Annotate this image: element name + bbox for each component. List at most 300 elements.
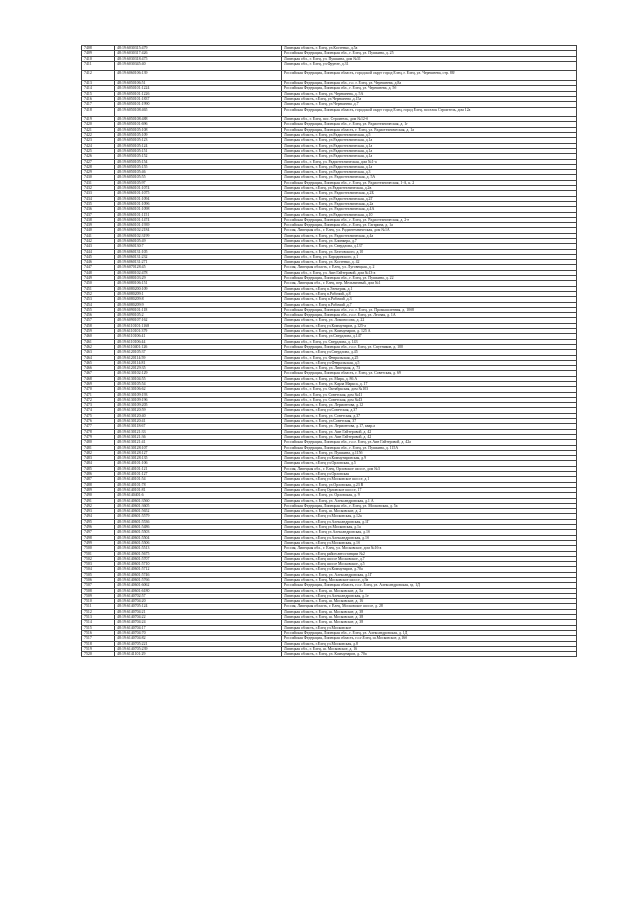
address-cell: Липецкая область, г. Елец, ул.Радиотехническая, д.3 [282,170,577,175]
cadastral-number-cell: 48:19:6130120:41 [115,419,282,424]
address-cell: Липецкая область, г. Елец, ш. Московское, д. 5а [282,588,577,593]
address-cell: Липецкая область, г. Елец п.Рабочий ,д.7 [282,302,577,307]
row-number-cell: 7456 [82,313,115,318]
address-cell: Липецкая область, г. Елец, ул. Пушкина, д.115б [282,450,577,455]
row-number-cell: 7515 [82,625,115,630]
row-number-cell: 7476 [82,419,115,424]
row-number-cell: 7475 [82,413,115,418]
row-number-cell: 7485 [82,466,115,471]
row-number-cell: 7451 [82,286,115,291]
row-number-cell: 7411 [82,61,115,71]
cadastral-number-cell: 48:19:6060131:271 [115,260,282,265]
address-cell: Липецкая область, г. Елец, ул. Липецкая, д. 73 [282,366,577,371]
address-cell: Липецкая область, г. Елец, ул.Костенко, д.5а [282,46,577,51]
address-cell: Липецкая обл., г. Елец, ул. Радиотехническая, дом №1-а [282,159,577,164]
cadastral-number-cell: 48:19:6130104:55 [115,376,282,381]
address-cell: Липецкая обл., г. Елец, ул. Аин Гайтеровой, дом №13-а [282,270,577,275]
row-number-cell: 7501 [82,551,115,556]
address-cell: Липецкая область, г.Елец п.Электрик, д.1 [282,286,577,291]
address-cell: Липецкая область, г. Елец, ул.Радиотехническая, д.10 [282,212,577,217]
cadastral-number-cell: 48:19:6130105:54 [115,382,282,387]
row-number-cell: 7484 [82,461,115,466]
row-number-cell: 7441 [82,233,115,238]
address-cell: Россия, Липецкая обл., г. Елец, пер. Мельничный, дом №1 [282,281,577,286]
address-cell: Липецкая область, г. Елец, ул. Орловская, д. 9 [282,493,577,498]
address-cell: Россия, Липецкая обл., г. Елец, ул. Радиотехническая, дом №1А [282,228,577,233]
address-cell: Липецкая область, г.Елец ул.Коммунаровская, д.9 [282,456,577,461]
address-cell: Россия, Липецкая область, г. Елец, ул. Луговецкая, д. 2 [282,265,577,270]
address-cell: Российская Федерация, Липецкая обл., г. Елец, ул. Радиотехническая, д. 2-е [282,217,577,222]
row-number-cell: 7453 [82,297,115,302]
cadastral-number-cell: 48:19:6060101:1075 [115,191,282,196]
cadastral-number-cell: 48:19:6050101:1837 [115,96,282,101]
cadastral-number-cell: 48:19:6080102:478 [115,270,282,275]
row-number-cell: 7452 [82,291,115,296]
cadastral-number-cell: 48:19:6090105:2 [115,313,282,318]
cadastral-number-cell: 48:19:6050106:51 [115,81,282,86]
table-row [82,71,577,81]
cadastral-number-cell: 48:19:6140704:82 [115,636,282,641]
row-number-cell: 7519 [82,646,115,651]
cadastral-number-cell: 48:19:6120114:81 [115,360,282,365]
cadastral-number-cell: 48:19:6130121:36 [115,434,282,439]
cadastral-number-cell: 48:19:6140101:106 [115,461,282,466]
row-number-cell: 7446 [82,260,115,265]
row-number-cell: 7432 [82,186,115,191]
cadastral-number-cell: 48:19:6130102:129 [115,371,282,376]
row-number-cell: 7473 [82,403,115,408]
address-cell: Российская Федерация, Липецкая обл., г. Елец, ул. Александровская, д. 1Д [282,630,577,635]
address-cell: Российская Федерация, Липецкая обл., г. Елец, ул. Радиотехническая, 1-А, к. 2 [282,180,577,185]
row-number-cell: 7513 [82,615,115,620]
cadastral-number-cell: 48:19:6070128:45 [115,265,282,270]
address-cell: Российская Федерация, Липецкая обл., г. Елец, ул. Гагарина, д. 1а [282,223,577,228]
row-number-cell: 7409 [82,51,115,56]
row-number-cell: 7467 [82,371,115,376]
address-cell: Липецкая область, г. Елец, ул. Аин Гайтеровой, д. 42 [282,429,577,434]
address-cell: Российская Федерация, Липецкая область, г. Елец, ул. Советская, д. 69 [282,371,577,376]
row-number-cell: 7443 [82,244,115,249]
address-cell: Липецкая область, г. Елец, ул.Радиотехническая, д.1а [282,148,577,153]
address-cell: Липецкая область, г.Елец ул.Орловская, д.5 [282,461,577,466]
address-cell: Липецкая область, г. Елец, ул.Свердлова, д.147 [282,334,577,339]
row-number-cell: 7464 [82,355,115,360]
address-cell: Российская Федерация, Липецкая обл., г. Елец, ул. Пушкина, д. 25 [282,51,577,56]
address-cell: Липецкая область, г. Елец, ул. Коммунаров, д. 70а [282,652,577,657]
row-number-cell: 7457 [82,318,115,323]
row-number-cell: 7412 [82,71,115,81]
cadastral-number-cell: 48:19:6140601:5712 [115,567,282,572]
address-cell: Липецкая область, г. Елец, ш. Московское, д. 2 [282,509,577,514]
cadastral-number-cell: 48:19:6140601:5579 [115,514,282,519]
cadastral-number-cell: 48:19:6060131:105 [115,249,282,254]
cadastral-number-cell: 48:19:6140601:5675 [115,551,282,556]
row-number-cell: 7461 [82,339,115,344]
cadastral-number-cell: 48:19:6140702:57 [115,593,282,598]
cadastral-number-cell: 48:19:6050105:151 [115,148,282,153]
cadastral-number-cell: 48:19:6060101:1939 [115,223,282,228]
address-cell: Липецкая область, г. Елец, ул.Радиотехническая, д.2Г [282,196,577,201]
address-cell: Липецкая область, г. Елец, ул. Карла Маркса, д. 17 [282,382,577,387]
cadastral-number-cell: 48:19:6060130:7 [115,244,282,249]
address-cell: Липецкая область, г. Елец, ул. Лермонтова, д.17, квар.а [282,424,577,429]
cadastral-number-cell: 48:19:6130109:193 [115,392,282,397]
row-number-cell: 7421 [82,127,115,132]
row-number-cell: 7470 [82,387,115,392]
address-cell: Липецкая обл., г. Елец, ул.Фрунзе, д.31 [282,61,577,71]
address-cell: Липецкая область, г.Елец, ул.Радиотехническая, д.2в [282,186,577,191]
row-number-cell: 7468 [82,376,115,381]
cadastral-number-cell: 48:19:6050105:124 [115,143,282,148]
address-cell: Липецкая область, г. Елец, ул.Радиотехническая, д.1а [282,138,577,143]
cadastral-number-cell: 48:19:6140101:54 [115,477,282,482]
cadastral-number-cell: 48:19:6130106:62 [115,387,282,392]
cadastral-number-cell: 48:19:6050105:109 [115,133,282,138]
cadastral-number-cell: 48:19:6050105:123 [115,138,282,143]
row-number-cell: 7424 [82,143,115,148]
address-cell: Липецкая область, г. Елец, ш. Московское, д. 38 [282,620,577,625]
cadastral-number-cell: 48:19:6060101:1096 [115,201,282,206]
row-number-cell: 7418 [82,107,115,117]
cadastral-number-cell: 48:19:6140601:5746 [115,572,282,577]
cadastral-number-cell: 48:19:6140601:5504 [115,535,282,540]
address-cell: Липецкая область, г. Елец, ул.Радиотехническая, д.1а [282,143,577,148]
cadastral-number-cell: 48:19:6060102:3199 [115,233,282,238]
row-number-cell: 7436 [82,207,115,212]
cadastral-number-cell: 48:19:6120114:59 [115,355,282,360]
cadastral-number-cell: 48:19:6050105:108 [115,127,282,132]
cadastral-number-cell: 48:19:6080209:1 [115,291,282,296]
cadastral-number-cell: 48:19:6130121:41 [115,440,282,445]
cadastral-number-cell: 48:19:6140704:17 [115,625,282,630]
cadastral-number-cell: 48:19:6140101:127 [115,472,282,477]
address-cell: Липецкая область, г.Елец ул.Александровская, д.1б [282,535,577,540]
row-number-cell: 7496 [82,525,115,530]
cadastral-number-cell: 48:19:6050101:1224 [115,86,282,91]
row-number-cell: 7429 [82,170,115,175]
address-registry-table [81,45,577,657]
cadastral-number-cell: 48:19:6130128:127 [115,450,282,455]
row-number-cell: 7502 [82,556,115,561]
address-cell: Липецкая область, г. Елец, ул.Радиотехническая, д.1а [282,164,577,169]
cadastral-number-cell: 48:19:6130109:205 [115,403,282,408]
cadastral-number-cell: 48:19:6110101:1168 [115,323,282,328]
address-cell: Липецкая область, г. Елец, ул. Черешнева, д. 5А [282,91,577,96]
address-cell: Липецкая область, г.Елец ул.Московское шоссе, д.1 [282,477,577,482]
address-cell: Липецкая область, г.Елец ул.Орловская [282,472,577,477]
address-cell: Россия, Липецкая область, г. Елец, Московское шоссе, д. 28 [282,604,577,609]
cadastral-number-cell: 48:19:6140601:3605 [115,503,282,508]
address-cell: Липецкая область, г.Елец ул.Московская, д.1б [282,540,577,545]
cadastral-number-cell: 48:19:6110106:41 [115,334,282,339]
cadastral-number-cell: 48:19:6140705:221 [115,641,282,646]
cadastral-number-cell: 48:19:6140601:5707 [115,556,282,561]
cadastral-number-cell: 48:19:6140601:5486 [115,525,282,530]
row-number-cell: 7510 [82,599,115,604]
cadastral-number-cell: 48:19:6140601:5536 [115,519,282,524]
row-number-cell: 7489 [82,487,115,492]
address-cell: Липецкая обл., г. Елец, ш. Московское, д. 16 [282,646,577,651]
cadastral-number-cell: 48:19:6080106:151 [115,281,282,286]
row-number-cell: 7445 [82,254,115,259]
row-number-cell: 7514 [82,620,115,625]
cadastral-number-cell: 48:19:6140601:5513 [115,546,282,551]
address-cell: Липецкая область, г.Елец, ул.Черешнева ,д.15а [282,96,577,101]
address-cell: Липецкая область, г. Елец, ул. Коммунаров, д. 125 А [282,329,577,334]
row-number-cell: 7428 [82,164,115,169]
row-number-cell: 7520 [82,652,115,657]
address-cell: Липецкая область, г.Елец ул.Коммунаров, д.125-а [282,323,577,328]
address-cell: Липецкая область, г. Елец, ул. Блинкера, д.7 [282,238,577,243]
row-number-cell: 7431 [82,180,115,185]
row-number-cell: 7433 [82,191,115,196]
cadastral-number-cell: 48:19:6140704:70 [115,630,282,635]
address-cell: Липецкая область, г. Елец, ул. Аин Гайтеровой, д. 42 [282,434,577,439]
address-cell: Российская Федерация, Липецкая обл., г. Елец, ул. Московская, д. 5а [282,503,577,508]
row-number-cell: 7465 [82,360,115,365]
cadastral-number-cell: 48:19:6050101:696 [115,122,282,127]
address-cell: Липецкая обл., г. Елец, ул. Свердлова, д. 143 [282,339,577,344]
row-number-cell: 7435 [82,201,115,206]
cadastral-number-cell: 48:19:6030317:426 [115,51,282,56]
cadastral-number-cell: 48:19:6140704:22 [115,615,282,620]
row-number-cell: 7459 [82,329,115,334]
cadastral-number-cell: 48:19:6140601:6180 [115,588,282,593]
address-cell: Липецкая обл., г. Елец, ул. Советская, дом №43 [282,397,577,402]
address-cell: Липецкая область, г. Елец, ул.Советская, 37 [282,419,577,424]
cadastral-number-cell: 48:19:6140601:5652 [115,509,282,514]
row-number-cell: 7450 [82,281,115,286]
address-cell: Российская Федерация, Липецкая обл., г.о. г. Елец, ул. Черешнева, д.8а [282,81,577,86]
cadastral-number-cell: 48:19:6060131:232 [115,254,282,259]
cadastral-number-cell: 48:19:6130128:135 [115,456,282,461]
cadastral-number-cell: 48:19:6060101:1098 [115,207,282,212]
row-number-cell: 7434 [82,196,115,201]
row-number-cell: 7427 [82,159,115,164]
cadastral-number-cell: 48:19:6060101:1094 [115,196,282,201]
cadastral-number-cell: 48:19:6140601:5766 [115,577,282,582]
table-row [82,652,577,657]
row-number-cell: 7420 [82,122,115,127]
cadastral-number-cell: 48:19:6060101:1074 [115,186,282,191]
row-number-cell: 7463 [82,350,115,355]
cadastral-number-cell: 48:19:6140601:5710 [115,562,282,567]
address-cell: Российская Федерация, Липецкая область, г.о.г. Елец, ул. Александровская, зд. 1Д [282,583,577,588]
address-cell: Липецкая область, г. Елец, ул.Радиотехническая, д.1а [282,154,577,159]
address-cell: Липецкая область, г.Елец ул.Александровская, д.1Г [282,519,577,524]
address-cell: Липецкая обл., г. Елец, ул. Пушкина, дом №31 [282,56,577,61]
row-number-cell: 7486 [82,472,115,477]
cadastral-number-cell: 48:19:6140101:81 [115,487,282,492]
address-cell: Российская Федерация, Липецкая обл., г.о. г. Елец, ул. Промышленная, д. 10б8 [282,307,577,312]
row-number-cell: 7480 [82,440,115,445]
row-number-cell: 7444 [82,249,115,254]
address-cell: Российская Федерация, Липецкая область, г.о.г.Елец, ш.Московское, д.16б [282,636,577,641]
row-number-cell: 7506 [82,577,115,582]
address-cell: Липецкая область, г.Елец шоссе Московское, д.5 [282,562,577,567]
cadastral-number-cell: 48:19:6050105:154 [115,159,282,164]
row-number-cell: 7442 [82,238,115,243]
address-cell: Липецкая область, г. Елец, ул. Радиотехническая, д. 5А [282,175,577,180]
row-number-cell: 7499 [82,540,115,545]
row-number-cell: 7505 [82,572,115,577]
address-cell: Липецкая область, г.Елец Орловское шоссе, 17 [282,487,577,492]
address-cell: Российская Федерация, Липецкая обл., г.о.г. Елец, ул. Спутников, д. 100 [282,344,577,349]
row-number-cell: 7414 [82,86,115,91]
row-number-cell: 7481 [82,445,115,450]
cadastral-number-cell: 48:19:6130120:40 [115,413,282,418]
cadastral-number-cell: 48:19:6080209:8 [115,297,282,302]
cadastral-number-cell: 48:19:6050101:1990 [115,102,282,107]
cadastral-number-cell: 48:19:6060106:139 [115,71,282,81]
address-cell: Липецкая область, г.Елец ул.Советская, д.37 [282,408,577,413]
row-number-cell: 7477 [82,424,115,429]
address-cell: Российская Федерация, Липецкая обл., г.о.г. Елец, ул.Аин Гайтеровой, д. 42а [282,440,577,445]
row-number-cell: 7417 [82,102,115,107]
row-number-cell: 7460 [82,334,115,339]
cadastral-number-cell: 48:19:6140601:3560 [115,498,282,503]
row-number-cell: 7478 [82,429,115,434]
address-cell: Российская Федерация, Липецкая обл., г. Елец, ул. Пушкина, д. 115А [282,445,577,450]
address-cell: Липецкая область, г. Елец, ш. Московское, д. 38 [282,615,577,620]
row-number-cell: 7419 [82,117,115,122]
cadastral-number-cell: 48:19:6140705:239 [115,646,282,651]
cadastral-number-cell: 48:19:6141101:29 [115,652,282,657]
address-cell: Российская Федерация, Липецкая обл., г. Елец, ул. Пушкина, д. 22 [282,276,577,281]
address-cell: Липецкая обл., г. Елец, ул. Октябрьская, дом №103 [282,387,577,392]
row-number-cell: 7413 [82,81,115,86]
row-number-cell: 7479 [82,434,115,439]
cadastral-number-cell: 48:19:6120105:37 [115,350,282,355]
address-cell: Российская Федерация, Липецкая область, городской округ город Елец, город Елец, поселок Строитель, дом 12а [282,107,577,117]
address-cell: Российская Федерация, Липецкая обл., г.о.г. Елец, ул. Лесная, д. 1А [282,313,577,318]
cadastral-number-cell: 48:19:6140601:5506 [115,540,282,545]
row-number-cell: 7503 [82,562,115,567]
cadastral-number-cell: 48:19:6050105:46 [115,170,282,175]
cadastral-number-cell: 48:19:6060101:1151 [115,212,282,217]
address-cell: Липецкая область, г. Елец, ул. Свердлова, д.137 [282,244,577,249]
cadastral-number-cell: 48:19:6060102:2184 [115,228,282,233]
row-number-cell: 7483 [82,456,115,461]
row-number-cell: 7494 [82,514,115,519]
cadastral-number-cell: 48:19:6050105:55 [115,175,282,180]
cadastral-number-cell: 48:19:6140704:20 [115,599,282,604]
address-cell: Липецкая область, г. Елец, ул.Черешнева ,д.7 [282,102,577,107]
cadastral-number-cell: 48:19:6050105:152 [115,154,282,159]
address-cell: Россия, Липецкая обл., г. Елец, Орловское шоссе, дом №3 [282,466,577,471]
address-cell: Липецкая обл., г. Елец, ул. Советская, дом №41 [282,392,577,397]
row-number-cell: 7495 [82,519,115,524]
cadastral-number-cell: 48:19:6050108:488 [115,117,282,122]
cadastral-number-cell: 48:19:6140101:78 [115,482,282,487]
address-cell: Липецкая область, г. Елец, ш. Московское, д. 16 [282,599,577,604]
address-cell: Липецкая область, г.Елец ул.Александровская, д.1е [282,593,577,598]
address-cell: Липецкая область, г. Елец, ул.Орловская, д.23 В [282,482,577,487]
row-number-cell: 7518 [82,641,115,646]
row-number-cell: 7462 [82,344,115,349]
cadastral-number-cell: 48:19:6050105:155 [115,164,282,169]
row-number-cell: 7438 [82,217,115,222]
address-cell: Липецкая область, г. Елец, ул. Советская, д.37 [282,413,577,418]
address-cell: Россия, Липецкая обл., г. Елец, ул. Московское, дом №16-а [282,546,577,551]
row-number-cell: 7408 [82,46,115,51]
row-number-cell: 7492 [82,503,115,508]
address-cell: Липецкая область, г.Елец шоссе Московское, д.7 [282,556,577,561]
address-cell: Липецкая область, г. Елец, ул. Мира, д. 86 А [282,376,577,381]
cadastral-number-cell: 48:19:6080103:29 [115,276,282,281]
row-number-cell: 7440 [82,228,115,233]
row-number-cell: 7458 [82,323,115,328]
address-cell: Липецкая область, г.Елец ул.Московская, д.12а [282,514,577,519]
address-cell: Липецкая область, г. Елец, ул. Радиотехническая, д.4А [282,207,577,212]
address-cell: Липецкая область, г.Елец ул.Московское [282,625,577,630]
cadastral-number-cell: 48:19:6140401:6 [115,493,282,498]
cadastral-number-cell: 48:19:6030315:479 [115,46,282,51]
address-cell: Липецкая область, г. Елец, ул. Лермонтова, д.12 [282,403,577,408]
address-cell: Липецкая область, г.Елец ул.Коммунаров, д.70а [282,567,577,572]
row-number-cell: 7517 [82,636,115,641]
row-number-cell: 7498 [82,535,115,540]
row-number-cell: 7471 [82,392,115,397]
row-number-cell: 7447 [82,265,115,270]
cadastral-number-cell: 48:19:6060105:49 [115,238,282,243]
row-number-cell: 7430 [82,175,115,180]
cadastral-number-cell: 48:19:6110101:379 [115,329,282,334]
row-number-cell: 7490 [82,493,115,498]
row-number-cell: 7504 [82,567,115,572]
address-cell: Липецкая область, г. Елец п.Рабочий ,д.3 [282,297,577,302]
cadastral-number-cell: 48:19:6140705:124 [115,604,282,609]
row-number-cell: 7516 [82,630,115,635]
cadastral-number-cell: 48:19:6060101:1474 [115,217,282,222]
address-cell: Липецкая область, г. Елец ул.Александровская, д.1б [282,530,577,535]
address-cell: Липецкая обл., г. Елец, ул. Бородинского, д.1 [282,254,577,259]
address-cell: Липецкая область, г.Елец район автостанции №2 [282,551,577,556]
address-cell: Российская Федерация, Липецкая обл., г. Елец, ул. Черешнева, д. 5б [282,86,577,91]
address-cell: Липецкая область, г. Елец, ш. Московское, д. 38 [282,609,577,614]
cadastral-number-cell: 48:19:6140704:24 [115,620,282,625]
cadastral-number-cell: 48:19:6140601:5503 [115,530,282,535]
cadastral-number-cell: 48:19:6130128:107 [115,445,282,450]
address-cell: Липецкая область, г. Елец ул.Московская, д.1а [282,525,577,530]
address-cell: Липецкая область, г. Елец, ул. Александровская, д.1Г [282,572,577,577]
address-cell: Липецкая область, г. Елец, ул. Александровская, д.1 А [282,498,577,503]
address-cell: Липецкая область, г. Елец, ул. Радиотехническая, д.2Б [282,191,577,196]
row-number-cell: 7455 [82,307,115,312]
row-number-cell: 7439 [82,223,115,228]
cadastral-number-cell: 48:19:6050105:97 [115,180,282,185]
row-number-cell: 7466 [82,366,115,371]
row-number-cell: 7469 [82,382,115,387]
row-number-cell: 7500 [82,546,115,551]
cadastral-number-cell: 48:19:6130109:196 [115,397,282,402]
row-number-cell: 7437 [82,212,115,217]
table-row [82,107,577,117]
address-cell: Липецкая область, г.Елец ул.Московская, д.8 [282,641,577,646]
address-cell: Липецкая обл., г. Елец, ул. Февральская, д.25 [282,355,577,360]
row-number-cell: 7507 [82,583,115,588]
cadastral-number-cell: 48:19:6080200:109 [115,286,282,291]
address-cell: Липецкая область, г. Елец, ул. Бехтовского, д.10 [282,249,577,254]
row-number-cell: 7415 [82,91,115,96]
cadastral-number-cell: 48:19:6090107:162 [115,318,282,323]
row-number-cell: 7509 [82,593,115,598]
row-number-cell: 7410 [82,56,115,61]
row-number-cell: 7497 [82,530,115,535]
address-cell: Липецкая область, г. Елец, Московское шоссе, д.9а [282,577,577,582]
row-number-cell: 7493 [82,509,115,514]
address-cell: Липецкая область, г.Елец ул.Февральская, д.5 [282,360,577,365]
